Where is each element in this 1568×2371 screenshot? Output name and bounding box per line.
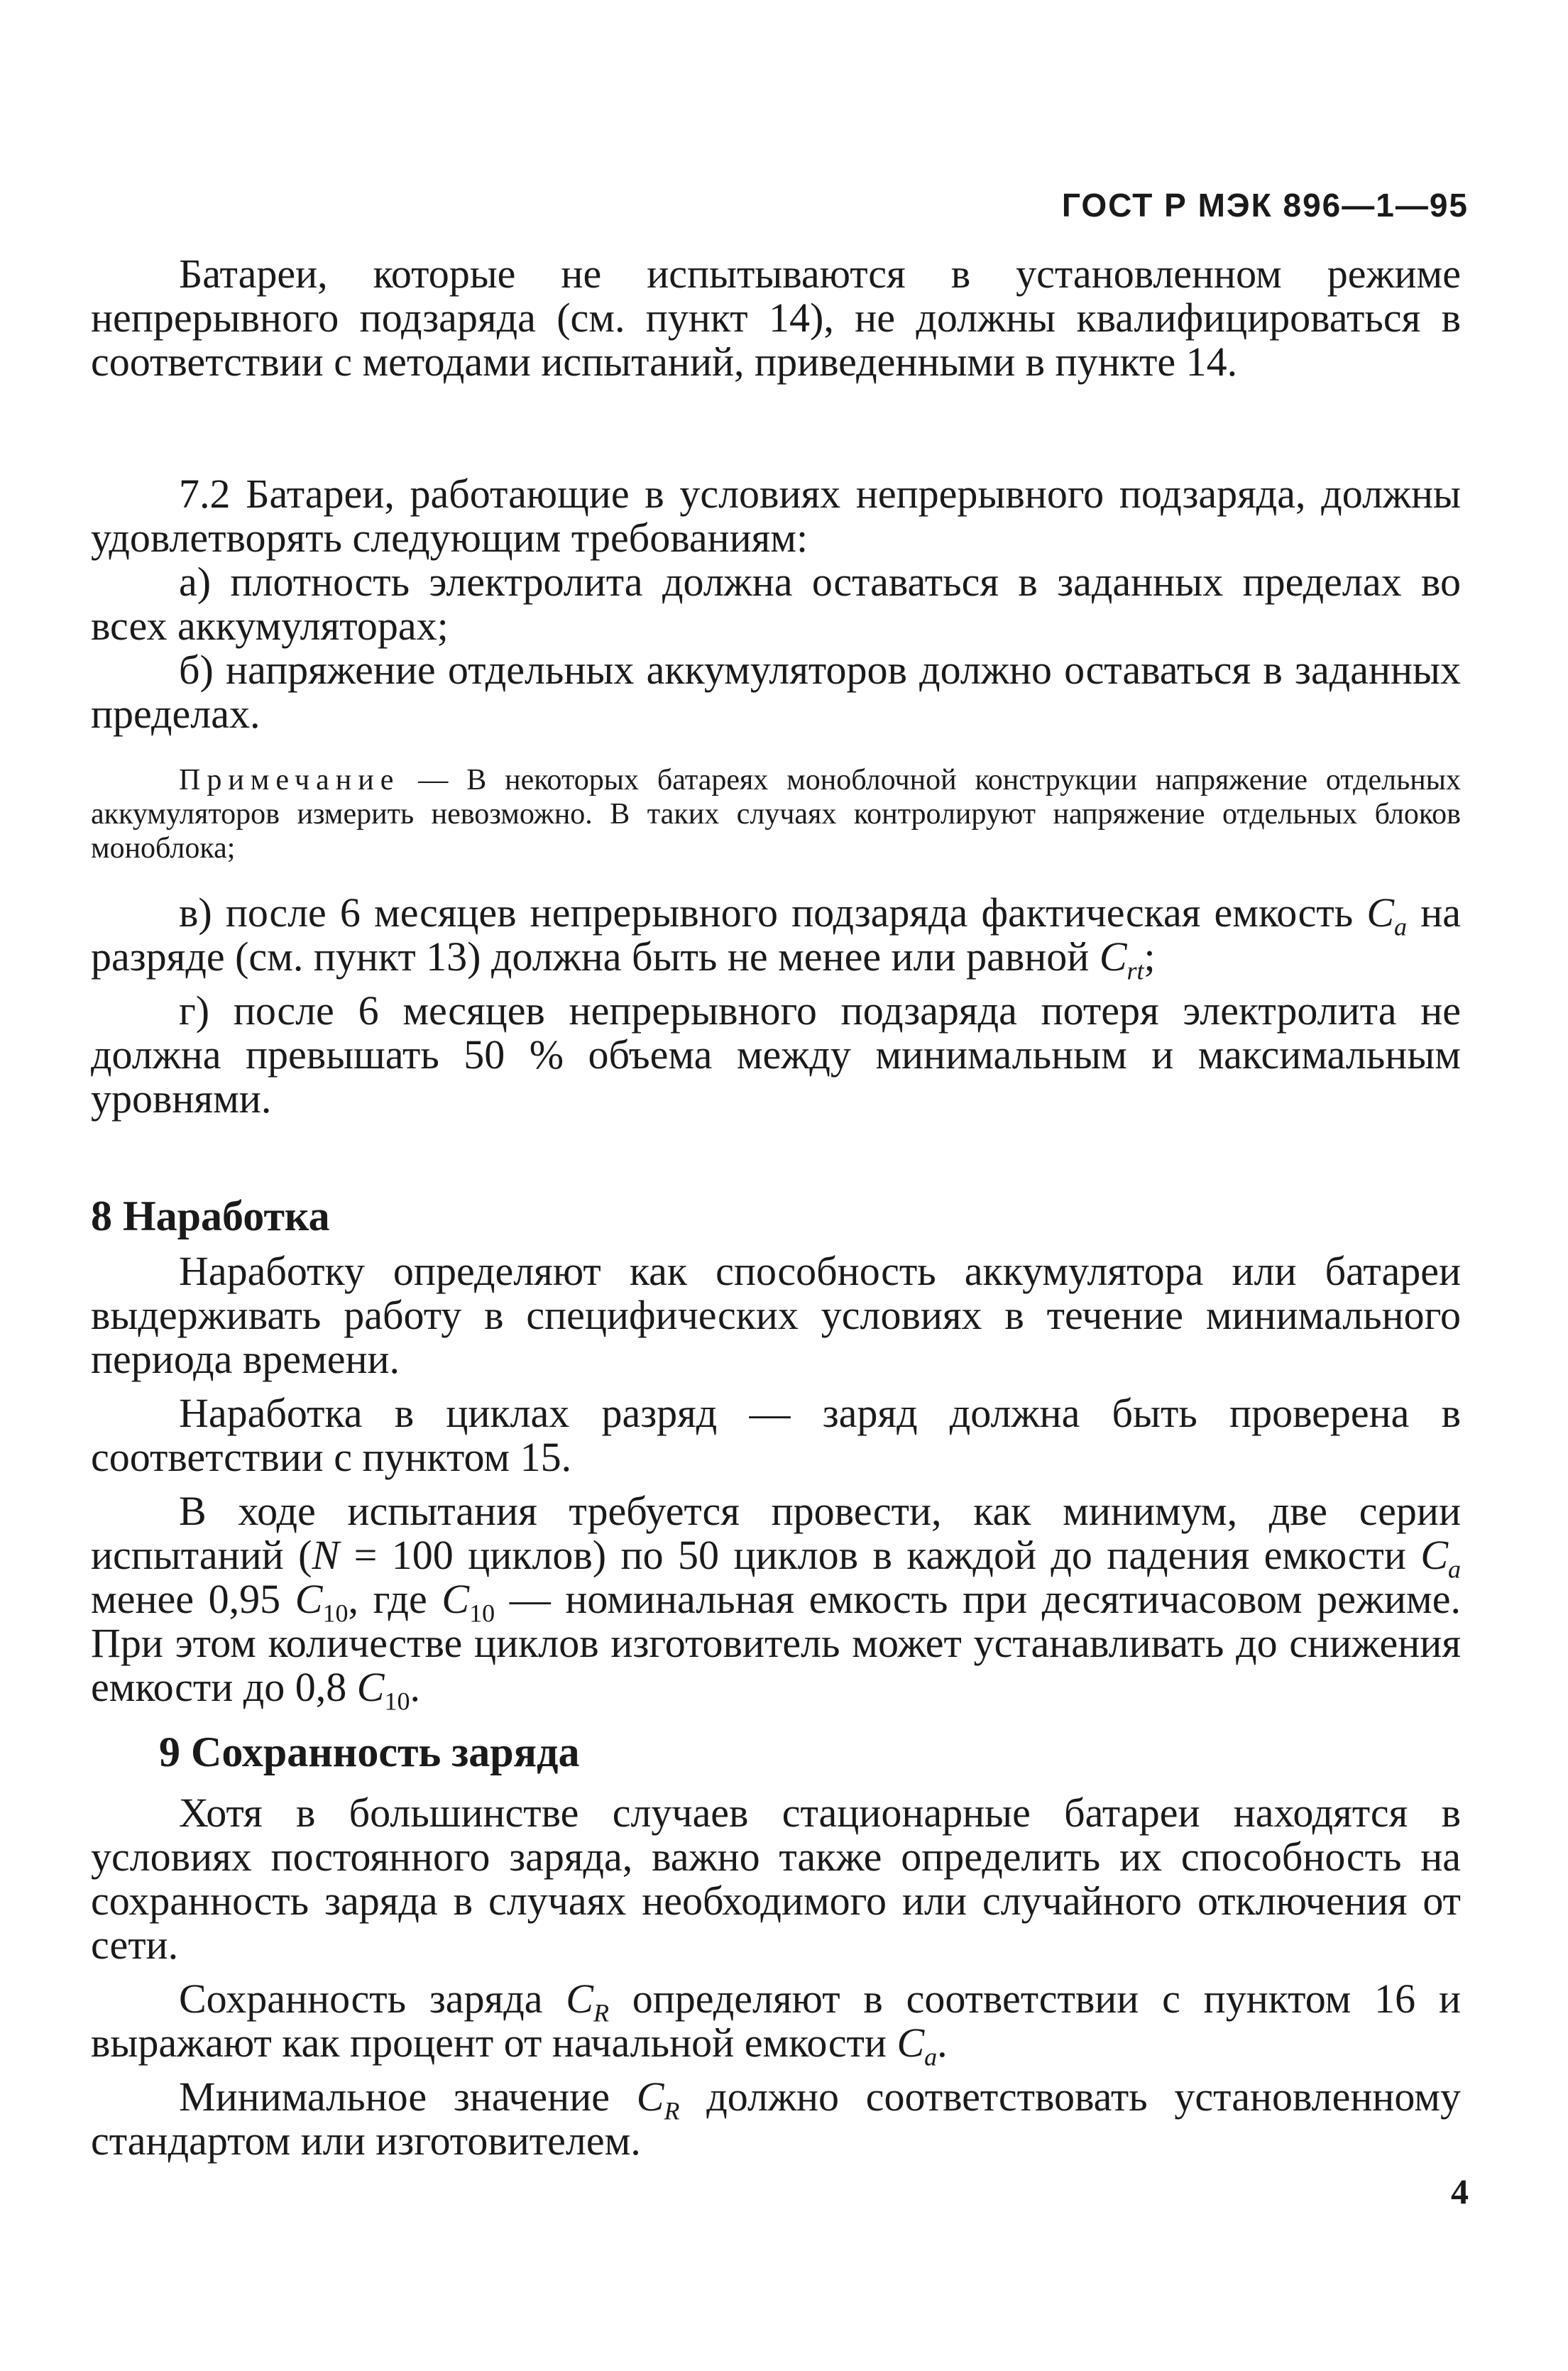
paragraph: Сохранность заряда $C_R$ определяют в соответствии с пунктом 16 и выражают как процент от начальной емкости $C_a$.: [91, 1976, 1461, 2071]
paragraph: Наработку определяют как способность аккумулятора или батареи выдерживать работу в специфических условиях в течение минимального периода времени.: [91, 1248, 1461, 1382]
paragraph: В ходе испытания требуется провести, как минимум, две серии испытаний (N = 100 циклов) по 50 циклов в каждой до падения емкости $C_a$ менее 0,95 $C_{10}$, где $C_{10}$ — номинальная емкость при десятичасовом режиме. При этом количестве циклов изготовитель может устанавливать до снижения емкости до 0,8 $C_{10}$.: [91, 1488, 1461, 1716]
paragraph: 7.2 Батареи, работающие в условиях непрерывного подзаряда, должны удовлетворять следующим требованиям:: [91, 471, 1461, 561]
note-text: — В некоторых батареях моноблочной конструкции напряжение отдельных аккумуляторов измерить невозможно. В таких случаях контролируют напряжение отдельных блоков моноблока;: [91, 764, 1461, 865]
paragraph: Наработка в циклах разряд — заряд должна быть проверена в соответствии с пунктом 15.: [91, 1390, 1461, 1480]
list-item-v: в) после 6 месяцев непрерывного подзаряда фактическая емкость $C_a$ на разряде (см. пункт 13) должна быть не менее или равной $C_{rt}$;: [91, 889, 1461, 985]
para-7-1-tail: [91, 252, 1461, 384]
section-9-title: 9 Сохранность заряда: [159, 1729, 580, 1775]
page-number: 4: [1451, 2172, 1469, 2211]
note-label: Примечание: [179, 764, 400, 796]
list-item-b: б) напряжение отдельных аккумуляторов должно оставаться в заданных пределах.: [91, 647, 1461, 737]
items-v-g: [91, 891, 1461, 1121]
paragraph: Батареи, которые не испытываются в установленном режиме непрерывного подзаряда (см. пункт 14), не должны квалифицироваться в соответствии с методами испытаний, приведенными в пункте 14.: [91, 251, 1461, 385]
note-block: [91, 763, 1461, 865]
note: [91, 763, 1461, 865]
list-item-a: а) плотность электролита должна оставаться в заданных пределах во всех аккумуляторах;: [91, 559, 1461, 649]
section-9: [91, 1729, 1461, 2163]
paragraph: Хотя в большинстве случаев стационарные батареи находятся в условиях постоянного заряда, важно также определить их способность на сохранность заряда в случаях необходимого или случайного отключения от сети.: [91, 1790, 1461, 1968]
standard-header: ГОСТ Р МЭК 896—1—95: [1061, 187, 1469, 224]
para-7-2: [91, 472, 1461, 736]
list-item-g: г) после 6 месяцев непрерывного подзаряда потеря электролита не должна превышать 50 % объема между минимальным и максимальным уровнями.: [91, 987, 1461, 1122]
section-8-title: 8 Наработка: [91, 1193, 330, 1239]
section-8: [91, 1193, 1461, 1716]
paragraph: Минимальное значение $C_R$ должно соответствовать установленному стандартом или изготовителем.: [91, 2074, 1461, 2164]
